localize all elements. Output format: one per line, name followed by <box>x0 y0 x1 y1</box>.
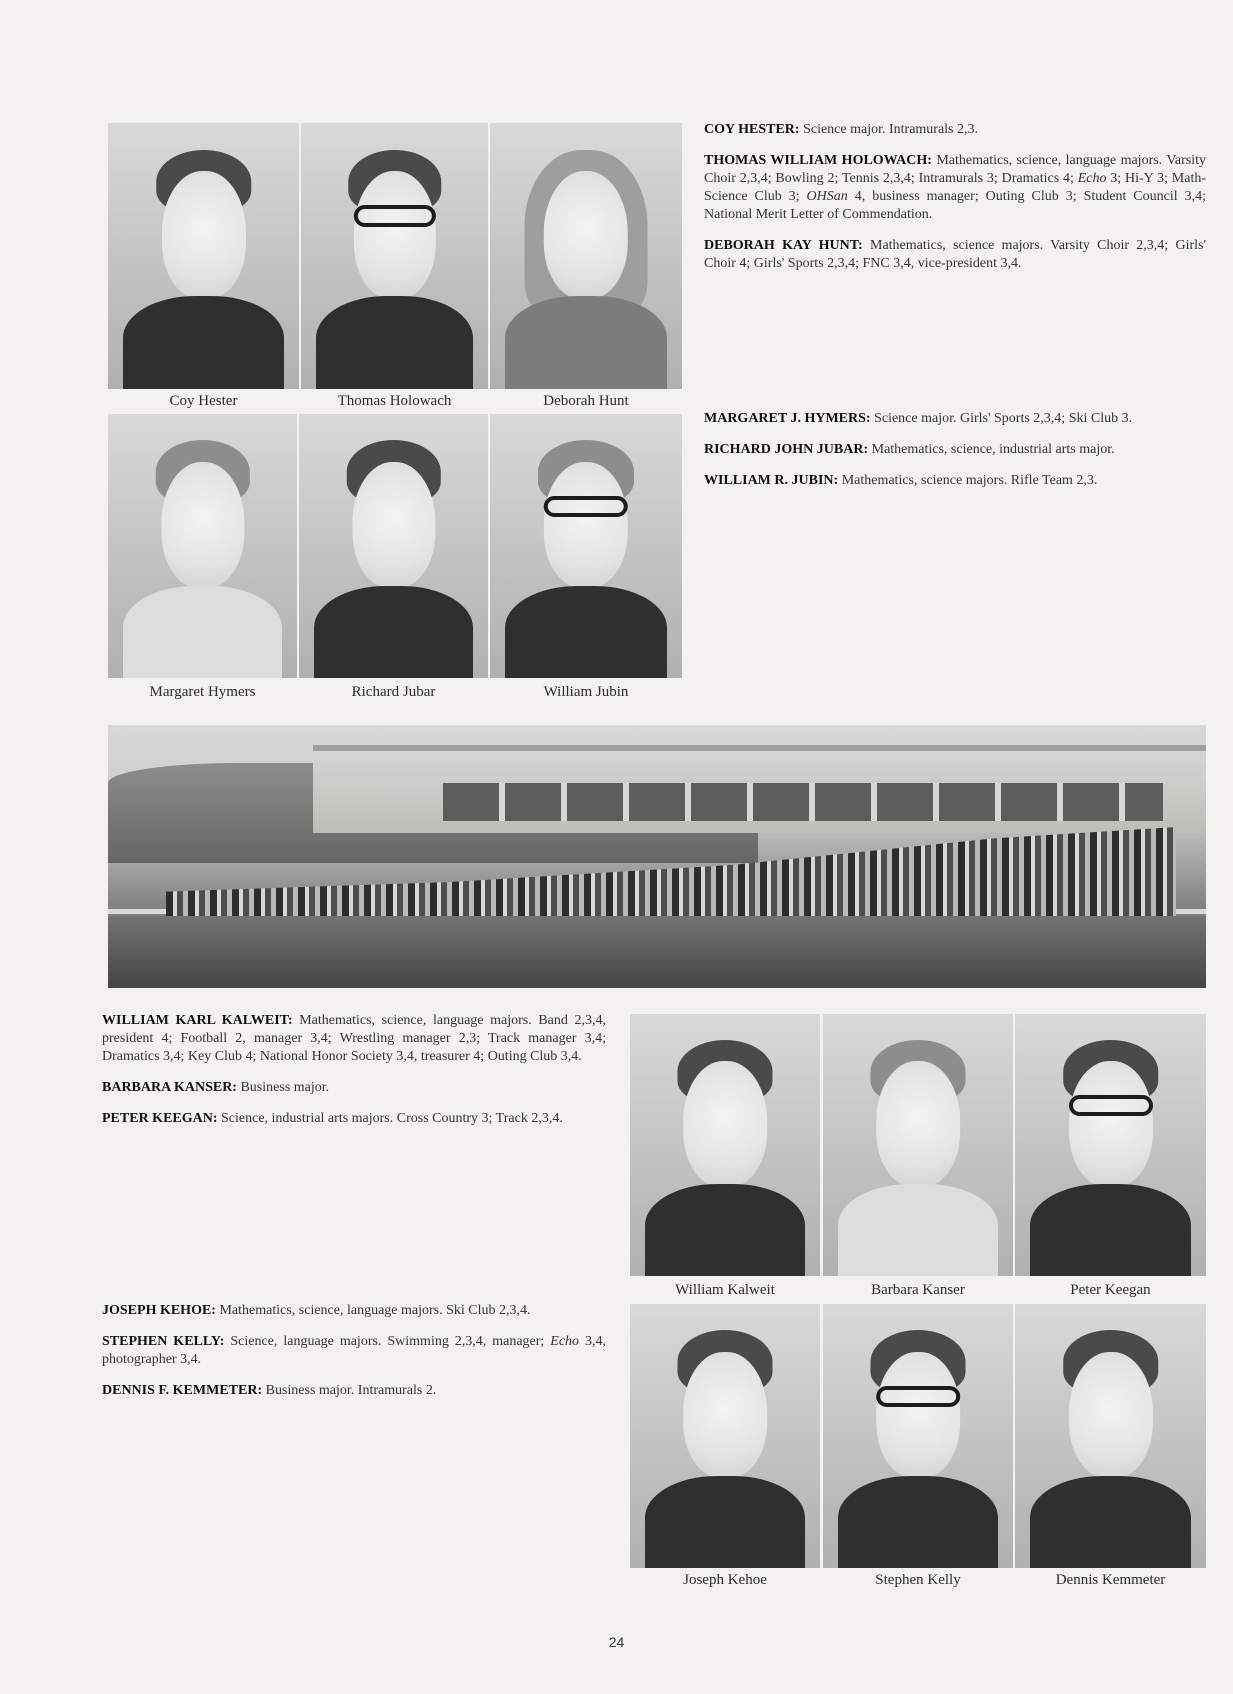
portrait-face <box>876 1352 960 1479</box>
glasses-icon <box>544 496 628 517</box>
caption-richard-jubar: Richard Jubar <box>351 684 436 700</box>
portrait-coy-hester <box>108 123 299 389</box>
page-number: 24 <box>608 1634 625 1650</box>
bio-coy-hester <box>704 121 1206 139</box>
bio-barbara-kanser <box>102 1079 606 1097</box>
portrait-richard-jubar <box>299 414 488 678</box>
bio-name: RICHARD JOHN JUBAR: <box>704 442 869 457</box>
caption-coy-hester: Coy Hester <box>169 393 238 409</box>
bio-name: BARBARA KANSER: <box>102 1080 237 1095</box>
glasses-icon <box>353 205 435 226</box>
bio-stephen-kelly <box>102 1333 606 1369</box>
portrait-face <box>1068 1061 1152 1187</box>
portrait-jacket <box>838 1476 998 1568</box>
bio-text: 3; Hi-Y 3; Math-Science Club 3; <box>704 171 1206 204</box>
bio-peter-keegan <box>102 1110 606 1128</box>
portrait-clothing <box>505 296 666 389</box>
portrait-face <box>876 1061 960 1187</box>
portrait-face <box>683 1061 767 1187</box>
portrait-clothing <box>838 1184 998 1276</box>
bio-name: JOSEPH KEHOE: <box>102 1303 216 1318</box>
bio-text: Science, language majors. Swimming 2,3,4, manager; <box>224 1334 551 1349</box>
bio-name: DEBORAH KAY HUNT: <box>704 238 863 253</box>
portrait-stephen-kelly <box>823 1304 1013 1568</box>
portrait-deborah-hunt <box>490 123 682 389</box>
portrait-face <box>1068 1352 1152 1479</box>
portrait-margaret-hymers <box>108 414 297 678</box>
bio-deborah-hunt <box>704 237 1206 273</box>
portrait-joseph-kehoe <box>630 1304 820 1568</box>
bio-text: Mathematics, science majors. Varsity Choir 2,3,4; Girls' Choir 4; Girls' Sports 2,3,4; FNC 3,4, vice-president 3,4. <box>704 238 1206 271</box>
bio-publication-echo: Echo <box>550 1334 580 1349</box>
portrait-face <box>161 462 244 589</box>
portrait-jacket <box>1030 1184 1190 1276</box>
bio-name: STEPHEN KELLY: <box>102 1334 225 1349</box>
portrait-face <box>353 171 435 299</box>
bio-dennis-kemmeter <box>102 1382 606 1400</box>
bio-margaret-hymers <box>704 410 1206 428</box>
caption-deborah-hunt: Deborah Hunt <box>543 393 629 409</box>
bio-column-lower-left-a <box>102 1012 606 1141</box>
bio-publication-ohsan: OHSan <box>806 189 848 204</box>
bio-column-top-right <box>704 121 1206 286</box>
portrait-clothing <box>123 586 282 678</box>
caption-margaret-hymers: Margaret Hymers <box>149 684 256 700</box>
caption-dennis-kemmeter: Dennis Kemmeter <box>1055 1572 1166 1588</box>
bio-thomas-holowach <box>704 152 1206 224</box>
bio-text: 4, business manager; Outing Club 3; Student Council 3,4; National Merit Letter of Commendation. <box>704 189 1206 222</box>
portrait-jacket <box>645 1476 805 1568</box>
portrait-william-jubin <box>490 414 682 678</box>
portrait-jacket <box>316 296 473 389</box>
bio-column-middle-right <box>704 410 1206 503</box>
bio-text: Mathematics, science, language majors. Varsity Choir 2,3,4; Bowling 2; Tennis 2,3,4; Intramurals 3; Dramatics 4; <box>704 153 1206 186</box>
bio-name: PETER KEEGAN: <box>102 1111 218 1126</box>
bio-text: Mathematics, science majors. Rifle Team 2,3. <box>838 473 1098 488</box>
glasses-icon <box>876 1386 960 1407</box>
caption-william-jubin: William Jubin <box>543 684 629 700</box>
portrait-face <box>161 171 245 299</box>
glasses-icon <box>1068 1095 1152 1116</box>
portrait-barbara-kanser <box>823 1014 1013 1276</box>
caption-joseph-kehoe: Joseph Kehoe <box>683 1572 767 1588</box>
portrait-william-kalweit <box>630 1014 820 1276</box>
bio-richard-jubar <box>704 441 1206 459</box>
portrait-thomas-holowach <box>301 123 488 389</box>
bio-name: MARGARET J. HYMERS: <box>704 411 871 426</box>
bio-text: Mathematics, science, language majors. Band 2,3,4, president 4; Football 2, manager 3,4; Wrestling manager 2,3; Track manager 3,4; Dramatics 3,4; Key Club 4; National Honor Society 3,4, treasurer 4; Outing Club 3,4. <box>102 1013 606 1064</box>
caption-stephen-kelly: Stephen Kelly <box>875 1572 961 1588</box>
caption-william-kalweit: William Kalweit <box>675 1282 775 1298</box>
portrait-jacket <box>505 586 666 678</box>
portrait-face <box>683 1352 767 1479</box>
caption-peter-keegan: Peter Keegan <box>1070 1282 1151 1298</box>
photo-road <box>108 916 1206 988</box>
portrait-jacket <box>123 296 283 389</box>
portrait-face <box>544 462 628 589</box>
photo-building-windows <box>443 783 1163 821</box>
portrait-peter-keegan <box>1015 1014 1206 1276</box>
bio-name: THOMAS WILLIAM HOLOWACH: <box>704 153 932 168</box>
bio-text: Business major. <box>236 1080 330 1095</box>
portrait-face <box>352 462 435 589</box>
portrait-jacket <box>1030 1476 1190 1568</box>
bio-text: Science major. Intramurals 2,3. <box>799 122 979 137</box>
portrait-dennis-kemmeter <box>1015 1304 1206 1568</box>
bio-name: WILLIAM R. JUBIN: <box>704 473 839 488</box>
bio-text: Business major. Intramurals 2. <box>262 1383 437 1398</box>
bio-text: Mathematics, science, industrial arts major. <box>868 442 1115 457</box>
caption-barbara-kanser: Barbara Kanser <box>871 1282 965 1298</box>
bio-joseph-kehoe <box>102 1302 606 1320</box>
bio-column-lower-left-b <box>102 1302 606 1413</box>
bio-name: WILLIAM KARL KALWEIT: <box>102 1013 293 1028</box>
school-crowd-photo <box>108 725 1206 988</box>
bio-name: COY HESTER: <box>704 122 800 137</box>
bio-text: Science, industrial arts majors. Cross Country 3; Track 2,3,4. <box>217 1111 563 1126</box>
portrait-face <box>544 171 628 299</box>
bio-william-jubin <box>704 472 1206 490</box>
portrait-jacket <box>314 586 473 678</box>
bio-text: Science major. Girls' Sports 2,3,4; Ski Club 3. <box>870 411 1133 426</box>
bio-publication-echo: Echo <box>1077 171 1107 186</box>
caption-thomas-holowach: Thomas Holowach <box>337 393 452 409</box>
bio-william-kalweit <box>102 1012 606 1066</box>
portrait-jacket <box>645 1184 805 1276</box>
bio-text: Mathematics, science, language majors. Ski Club 2,3,4. <box>215 1303 531 1318</box>
bio-text: 3,4, photographer 3,4. <box>102 1334 606 1367</box>
bio-name: DENNIS F. KEMMETER: <box>102 1383 263 1398</box>
